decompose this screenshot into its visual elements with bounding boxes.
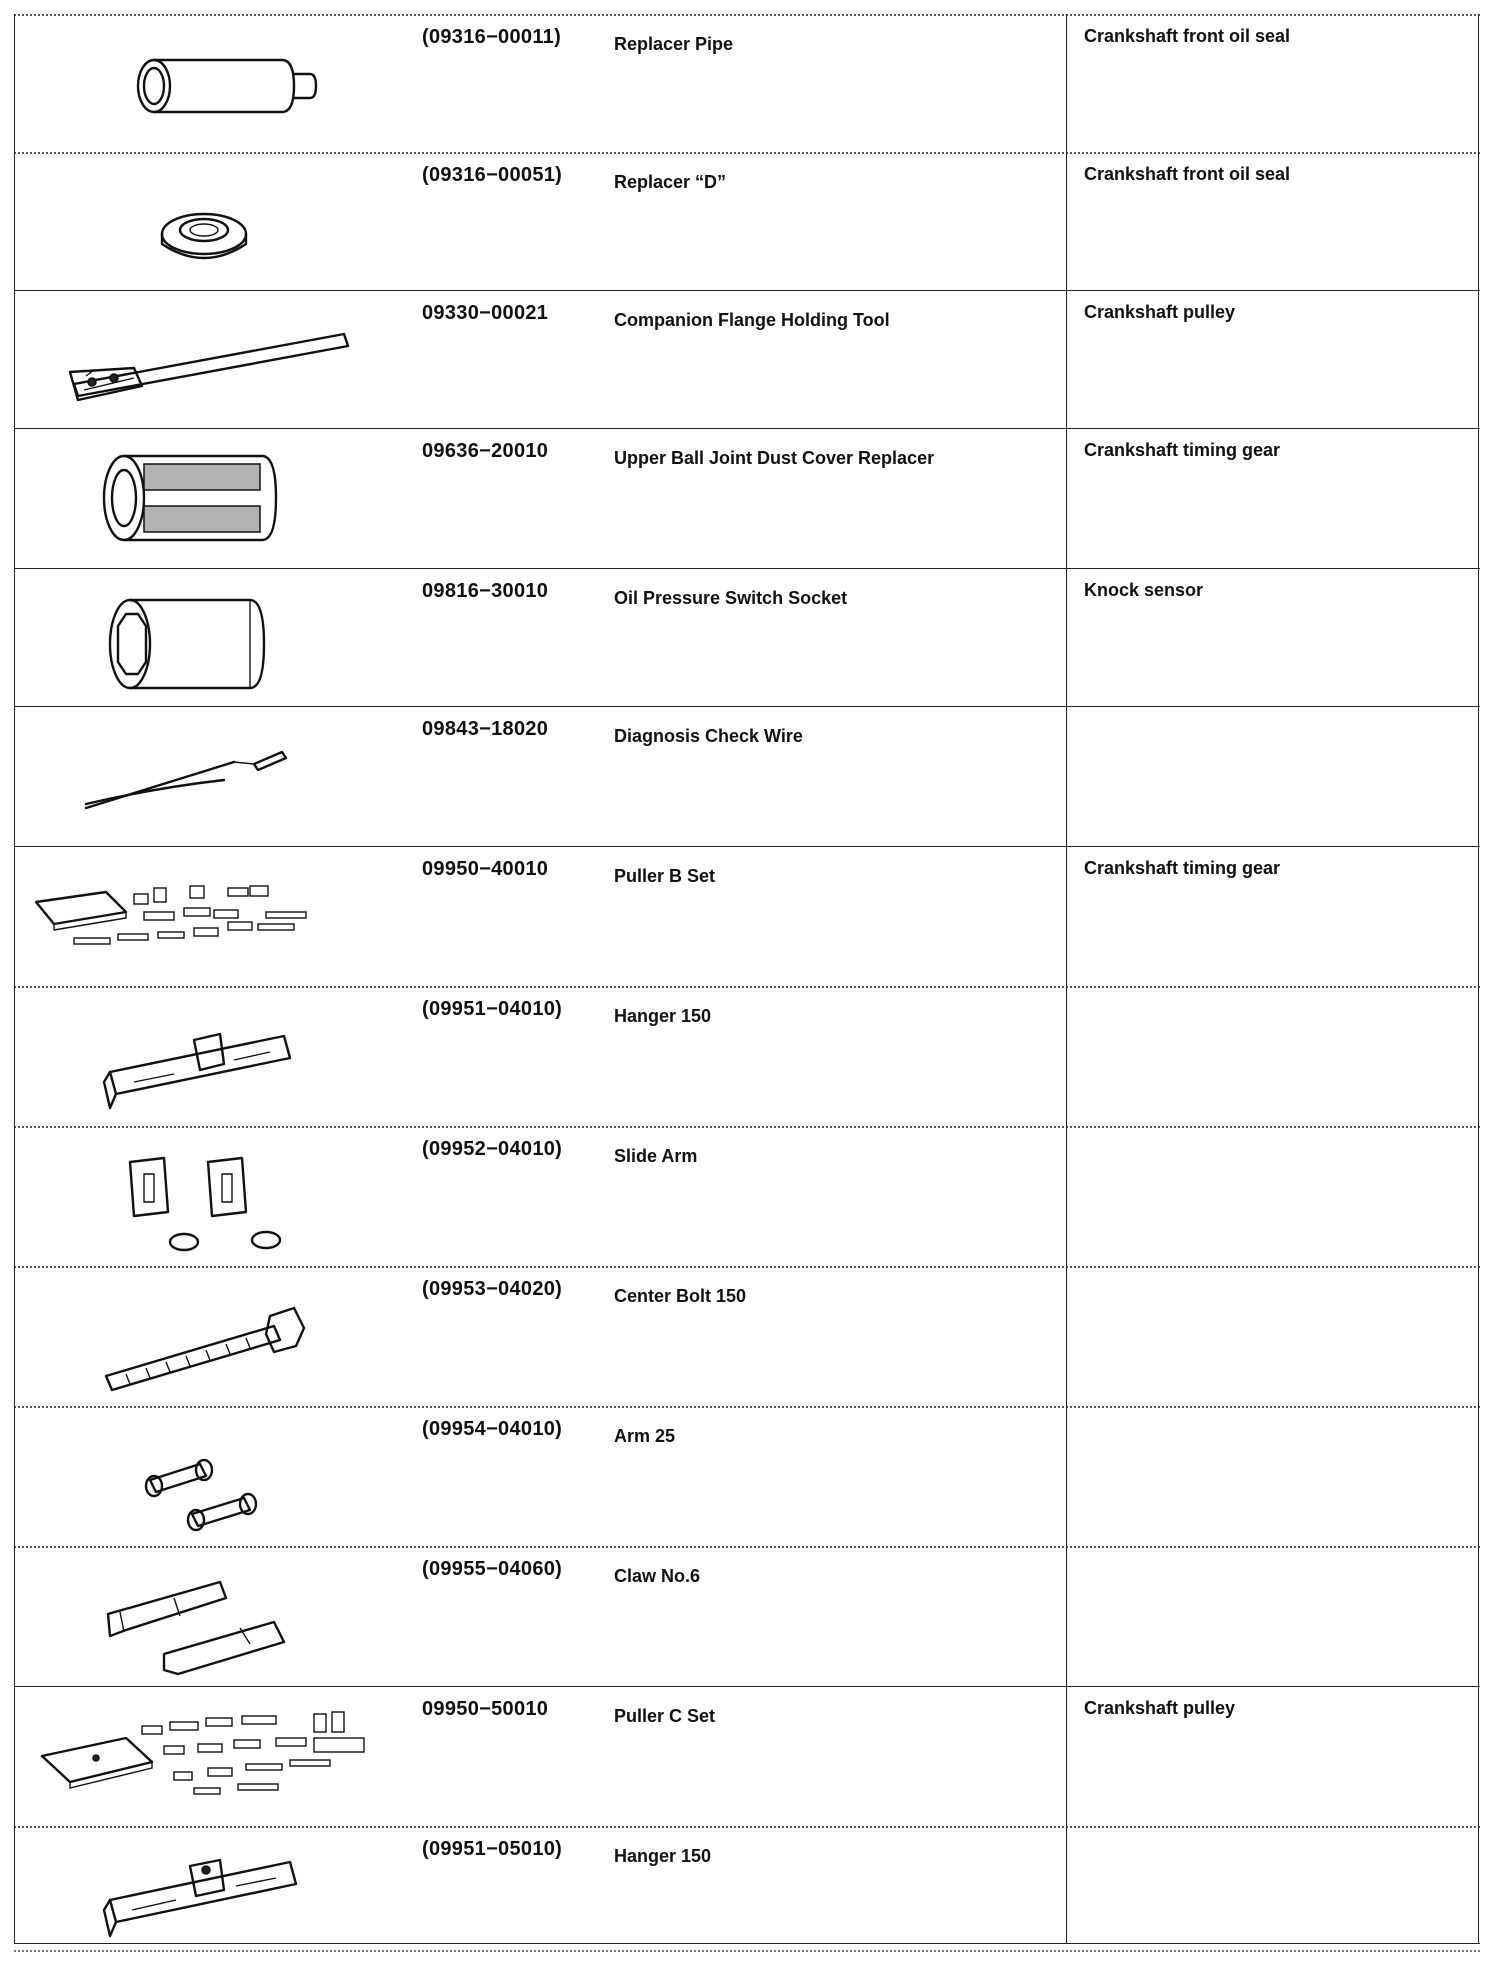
slide-arm-icon	[14, 1126, 412, 1266]
part-number: (09954−04010)	[422, 1418, 563, 1440]
part-number: (09952−04010)	[422, 1138, 563, 1160]
table-row	[14, 152, 1480, 290]
table-row	[14, 568, 1480, 706]
tool-name: Arm 25	[614, 1426, 676, 1446]
tool-usage: Crankshaft pulley	[1084, 1698, 1236, 1718]
hanger-icon	[14, 986, 412, 1126]
tool-usage: Crankshaft front oil seal	[1084, 26, 1291, 46]
table-row	[14, 706, 1480, 846]
part-number: 09816−30010	[422, 580, 549, 602]
arm-icon	[14, 1406, 412, 1546]
puller-set-icon	[14, 846, 412, 986]
tool-name: Hanger 150	[614, 1006, 712, 1026]
part-number: (09955−04060)	[422, 1558, 563, 1580]
table-left-border	[14, 14, 15, 1944]
flange-holding-tool-icon	[14, 290, 412, 428]
table-bottom-border	[14, 1943, 1480, 1944]
part-number: (09951−04010)	[422, 998, 563, 1020]
replacer-pipe-icon	[14, 14, 412, 152]
tool-usage: Crankshaft pulley	[1084, 302, 1236, 322]
tool-name: Center Bolt 150	[614, 1286, 747, 1306]
dust-cover-replacer-icon	[14, 428, 412, 568]
table-row	[14, 290, 1480, 428]
table-right-border	[1478, 14, 1479, 1944]
tool-usage: Crankshaft timing gear	[1084, 858, 1281, 878]
hanger-icon	[14, 1826, 412, 1944]
claw-icon	[14, 1546, 412, 1686]
tool-usage: Crankshaft timing gear	[1084, 440, 1281, 460]
tool-name: Replacer Pipe	[614, 34, 734, 54]
tool-name: Claw No.6	[614, 1566, 701, 1586]
socket-icon	[14, 568, 412, 706]
tool-name: Hanger 150	[614, 1846, 712, 1866]
tool-name: Puller B Set	[614, 866, 716, 886]
tool-name: Oil Pressure Switch Socket	[614, 588, 848, 608]
check-wire-icon	[14, 706, 412, 846]
part-number: 09950−40010	[422, 858, 549, 880]
puller-set-icon	[14, 1686, 412, 1826]
tool-usage: Knock sensor	[1084, 580, 1204, 600]
table-row	[14, 1826, 1480, 1944]
tool-name: Slide Arm	[614, 1146, 698, 1166]
center-bolt-icon	[14, 1266, 412, 1406]
table-row	[14, 1406, 1480, 1546]
table-row	[14, 1266, 1480, 1406]
table-row	[14, 14, 1480, 152]
table-row	[14, 846, 1480, 986]
part-number: 09950−50010	[422, 1698, 549, 1720]
tool-name: Puller C Set	[614, 1706, 716, 1726]
part-number: 09330−00021	[422, 302, 549, 324]
special-tools-table	[14, 14, 1480, 1944]
table-row	[14, 428, 1480, 568]
part-number: (09316−00051)	[422, 164, 563, 186]
tool-name: Diagnosis Check Wire	[614, 726, 803, 746]
tool-name: Replacer “D”	[614, 172, 727, 192]
table-row	[14, 1686, 1480, 1826]
usage-column-divider	[1066, 14, 1067, 1944]
table-row	[14, 1546, 1480, 1686]
part-number: (09953−04020)	[422, 1278, 563, 1300]
part-number: 09843−18020	[422, 718, 549, 740]
tool-name: Companion Flange Holding Tool	[614, 310, 890, 330]
part-number: (09951−05010)	[422, 1838, 563, 1860]
tool-usage: Crankshaft front oil seal	[1084, 164, 1291, 184]
table-row	[14, 986, 1480, 1126]
part-number: (09316−00011)	[422, 26, 562, 48]
part-number: 09636−20010	[422, 440, 549, 462]
table-row	[14, 1126, 1480, 1266]
tool-name: Upper Ball Joint Dust Cover Replacer	[614, 448, 935, 468]
footer-dotted-rule	[14, 1950, 1480, 1952]
replacer-d-icon	[14, 152, 412, 290]
